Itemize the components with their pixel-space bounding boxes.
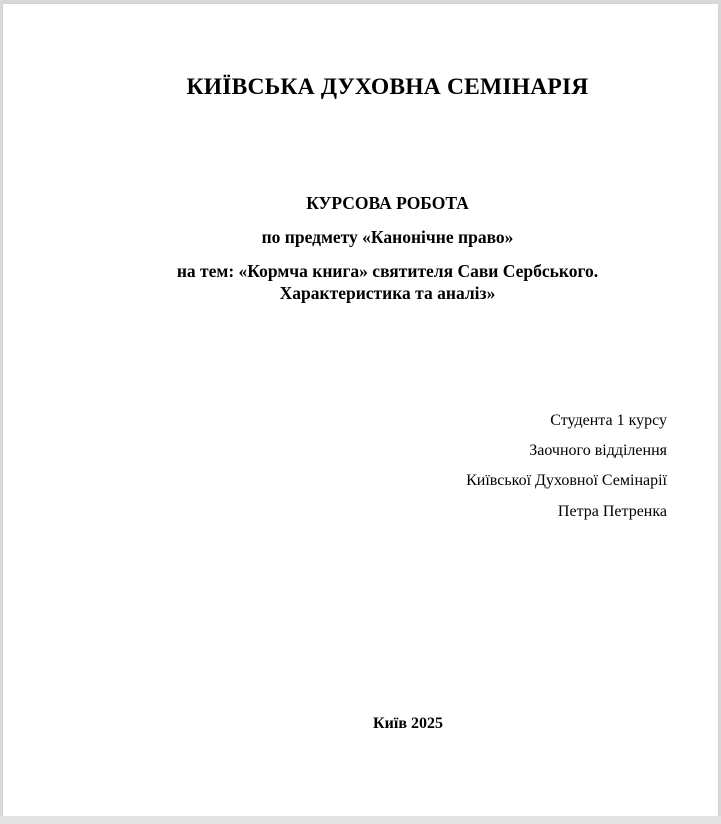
subject-line: по предмету «Канонічне право» [261,227,514,247]
topic-line-1: на тем: «Кормча книга» святителя Сави Сербського. [176,261,599,281]
author-department: Заочного відділення [529,442,667,459]
institution-title: КИЇВСЬКА ДУХОВНА СЕМІНАРІЯ [186,74,589,100]
author-course: Студента 1 курсу [550,412,667,429]
work-type-heading: КУРСОВА РОБОТА [306,193,469,213]
document-page [3,4,718,816]
author-name: Петра Петренка [557,503,667,520]
topic-heading [3,260,721,304]
page-gap [0,816,721,824]
city-year: Київ 2025 [373,715,443,732]
topic-line-2: Характеристика та аналіз» [279,283,496,303]
author-institution: Київської Духовної Семінарії [466,472,667,489]
